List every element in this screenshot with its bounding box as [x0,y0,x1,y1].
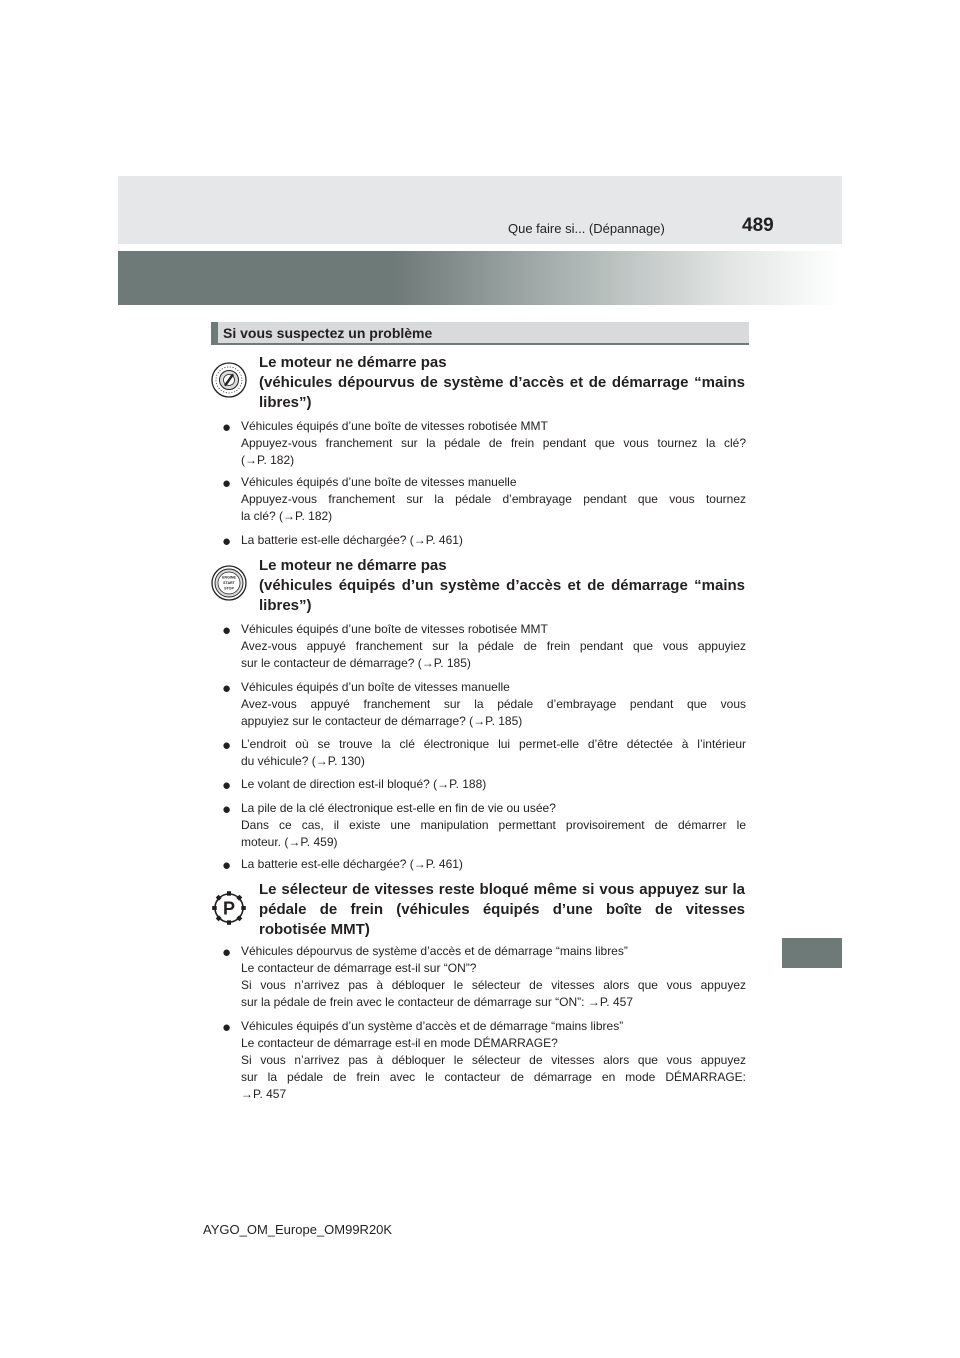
engine-start-stop-button-icon [211,565,247,601]
list-item: ● Véhicules dépourvus de système d’accès et de démarrage “mains libres” Le contacteur de démarrage est-il sur “ON”? Si vous n’arrivez pas à débloquer le sélecteur de vitesses alors que vous appuyez sur la pédale de frein avec le contacteur de démarrage sur “ON”: →P. 457 [222,944,746,1009]
page-number: 489 [742,215,774,236]
topic-title-shift-lever-locked: Le sélecteur de vitesses reste bloqué même si vous appuyez sur la pédale de frein (véhicules équipés d’une boîte de vitesses robotisée MMT) [259,881,745,938]
list-item: ● Le volant de direction est-il bloqué? (→P. 188) [222,777,487,794]
bullet-icon: ● [222,857,232,874]
bullet-icon: ● [222,419,232,436]
bullet-icon: ● [222,944,232,961]
header-band [118,176,842,244]
list-item: ● Véhicules équipés d’un boîte de vitesses manuelle Avez-vous appuyé franchement sur la pédale d’embrayage pendant que vous appuyiez sur le contacteur de démarrage? (→P. 185) [222,680,746,728]
bullet-icon: ● [222,777,232,794]
section-header-bar [211,322,218,345]
park-gear-icon [211,890,247,926]
section-title: Si vous suspectez un problème [223,325,433,341]
topic-title-engine-no-start-without-smart-entry: Le moteur ne démarre pas (véhicules dépourvus de système d’accès et de démarrage “mains libres”) [259,354,745,411]
list-item: ● Véhicules équipés d’un système d’accès et de démarrage “mains libres” Le contacteur de démarrage est-il en mode DÉMARRAGE? Si vous n’arrivez pas à débloquer le sélecteur de vitesses alors que vous appuyez sur la pédale de frein avec le contacteur de démarrage en mode DÉMARRAGE: →P. 457 [222,1019,746,1101]
bullet-icon: ● [222,680,232,697]
bullet-icon: ● [222,622,232,639]
list-item: ● Véhicules équipés d’une boîte de vitesses robotisée MMT Avez-vous appuyé franchement sur la pédale de frein pendant que vous appuyiez sur le contacteur de démarrage? (→P. 185) [222,622,746,670]
bullet-icon: ● [222,801,232,818]
icon-label: START [223,581,235,585]
list-item: ● La pile de la clé électronique est-elle en fin de vie ou usée? Dans ce cas, il existe une manipulation permettant provisoirement de démarrer le moteur. (→P. 459) [222,801,746,849]
icon-label: STOP [224,586,234,591]
section-thumb-tab [782,938,842,968]
ignition-key-icon [211,362,247,398]
section-header [211,322,749,345]
bullet-icon: ● [222,475,232,492]
bullet-icon: ● [222,533,232,550]
bullet-icon: ● [222,1019,232,1036]
list-item: ● L’endroit où se trouve la clé électronique lui permet-elle d’être détectée à l’intérieur du véhicule? (→P. 130) [222,737,746,768]
list-item: ● La batterie est-elle déchargée? (→P. 461) [222,533,463,550]
bullet-icon: ● [222,737,232,754]
icon-label: P [222,898,236,919]
list-item: ● Véhicules équipés d’une boîte de vitesses manuelle Appuyez-vous franchement sur la pédale d’embrayage pendant que vous tournez la clé? (→P. 182) [222,475,746,523]
icon-label: ENGINE [222,575,236,580]
topic-title-engine-no-start-with-smart-entry: Le moteur ne démarre pas (véhicules équipés d’un système d’accès et de démarrage “mains libres”) [259,557,745,614]
running-title: Que faire si... (Dépannage) [508,221,665,236]
list-item: ● La batterie est-elle déchargée? (→P. 461) [222,857,463,874]
footer-doc-code: AYGO_OM_Europe_OM99R20K [203,1222,393,1237]
list-item: ● Véhicules équipés d’une boîte de vitesses robotisée MMT Appuyez-vous franchement sur la pédale de frein pendant que vous tournez la clé? (→P. 182) [222,419,746,467]
chapter-banner [118,251,842,305]
